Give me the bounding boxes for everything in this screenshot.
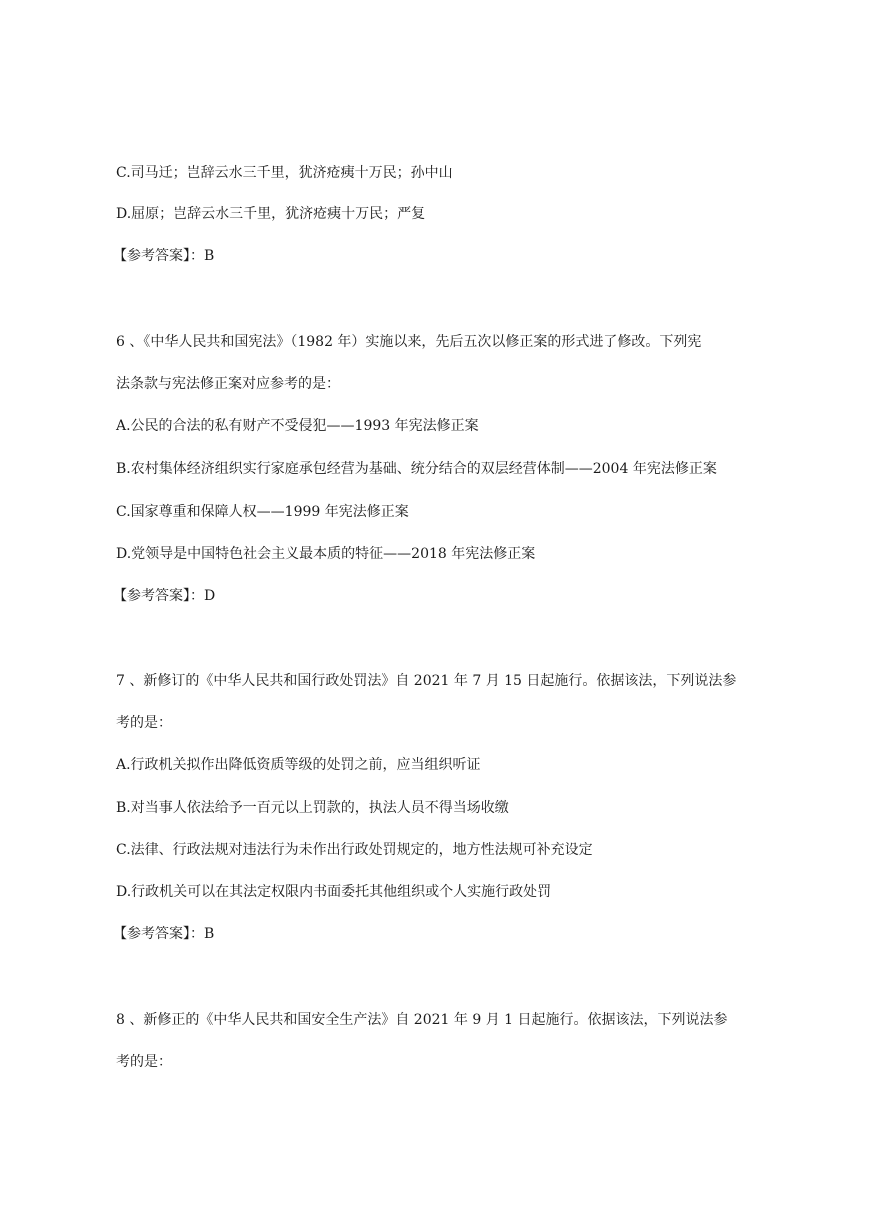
q6-option-d: D.党领导是中国特色社会主义最本质的特征——2018 年宪法修正案: [116, 546, 536, 562]
q7-stem-line1: 7 、新修订的《中华人民共和国行政处罚法》自 2021 年 7 月 15 日起施行。依据该法，下列说法参: [116, 673, 737, 689]
q8-stem-line2: 考的是：: [116, 1054, 172, 1070]
q7-option-b: B.对当事人依法给予一百元以上罚款的，执法人员不得当场收缴: [116, 800, 509, 816]
q5-answer: 【参考答案】：B: [113, 248, 215, 264]
q7-option-a: A.行政机关拟作出降低资质等级的处罚之前，应当组织听证: [116, 757, 481, 773]
q6-answer: 【参考答案】：D: [113, 588, 216, 604]
q6-option-c: C.国家尊重和保障人权——1999 年宪法修正案: [116, 504, 409, 520]
q5-option-d: D.屈原；岂辞云水三千里，犹济疮痍十万民；严复: [116, 206, 426, 222]
q7-option-d: D.行政机关可以在其法定权限内书面委托其他组织或个人实施行政处罚: [116, 884, 552, 900]
q6-option-b: B.农村集体经济组织实行家庭承包经营为基础、统分结合的双层经营体制——2004 年宪法修正案: [116, 461, 717, 477]
q7-stem-line2: 考的是：: [116, 715, 172, 731]
q6-stem-line2: 法条款与宪法修正案对应参考的是：: [116, 376, 340, 392]
q5-option-c: C.司马迁；岂辞云水三千里，犹济疮痍十万民；孙中山: [116, 165, 453, 181]
q6-option-a: A.公民的合法的私有财产不受侵犯——1993 年宪法修正案: [116, 418, 479, 434]
q7-answer: 【参考答案】：B: [113, 926, 215, 942]
q6-stem-line1: 6 、《中华人民共和国宪法》（1982 年）实施以来，先后五次以修正案的形式进了修改。下列宪: [116, 334, 702, 350]
q8-stem-line1: 8 、新修正的《中华人民共和国安全生产法》自 2021 年 9 月 1 日起施行。依据该法，下列说法参: [116, 1012, 728, 1028]
q7-option-c: C.法律、行政法规对违法行为未作出行政处罚规定的，地方性法规可补充设定: [116, 842, 593, 858]
